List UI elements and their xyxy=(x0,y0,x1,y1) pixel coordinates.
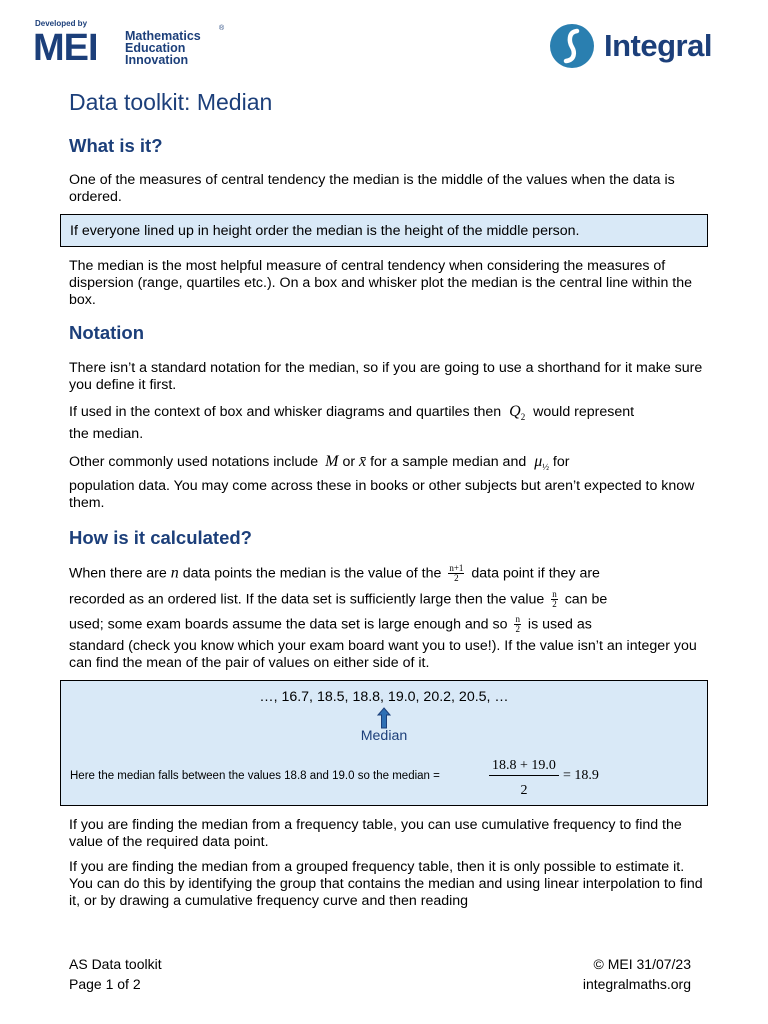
x-bar-symbol: x̄ xyxy=(359,453,367,470)
notation-p3-text-c: for xyxy=(552,454,570,470)
calc-l2-text-a: recorded as an ordered list. If the data set is sufficiently large then the value xyxy=(69,591,545,608)
fraction-numerator: n xyxy=(552,589,557,599)
mei-line-1: Mathematics xyxy=(125,29,201,43)
mei-logo-text xyxy=(125,30,201,66)
q2-subscript: 2 xyxy=(520,411,526,422)
integral-wordmark: Integral xyxy=(604,28,712,63)
notation-paragraph-3-line-1 xyxy=(69,453,569,472)
mei-logo: MEI xyxy=(33,27,98,69)
q2-symbol: Q xyxy=(509,403,521,420)
calc-l3-text-a: used; some exam boards assume the data set is large enough and so xyxy=(69,616,508,633)
fraction-denominator: 2 xyxy=(515,624,520,634)
footer-page-number: Page 1 of 2 xyxy=(69,976,141,992)
notation-p3-text-d: population data. You may come across these in books or other subjects but aren’t expected to know them. xyxy=(69,478,695,511)
mei-line-2: Education xyxy=(125,41,186,55)
fraction-numerator: n+1 xyxy=(449,563,464,573)
median-fraction-denominator: 2 xyxy=(520,783,528,798)
after-paragraph-1: If you are finding the median from a frequency table, you can use cumulative frequency to find the value of the required data point. xyxy=(69,817,682,850)
integral-logo-icon xyxy=(548,22,596,70)
mu-symbol: μ xyxy=(534,453,543,470)
notation-p3-or: or xyxy=(342,454,356,470)
what-paragraph-2: The median is the most helpful measure of central tendency when considering the measures of dispersion (range, quartiles etc.). On a box and whisker plot the median is the central line within the box. xyxy=(69,258,693,308)
heading-notation: Notation xyxy=(69,322,145,343)
data-sequence: …, 16.7, 18.5, 18.8, 19.0, 20.2, 20.5, … xyxy=(259,689,509,705)
median-result: = 18.9 xyxy=(563,768,599,783)
n-symbol: n xyxy=(170,564,179,582)
heading-how-calculated: How is it calculated? xyxy=(69,527,252,548)
notation-p2-text-c: the median. xyxy=(69,426,144,442)
mei-line-3: Innovation xyxy=(125,53,189,67)
notation-p2-text-b: would represent xyxy=(533,404,635,420)
calc-line-4: standard (check you know which your exam board want you to use!). If the value isn’t an integer you can find the mean of the pair of values on either side of it. xyxy=(69,638,697,671)
fraction-denominator: 2 xyxy=(454,573,459,583)
calc-line-1 xyxy=(69,564,600,583)
calc-l1-text-b: data points the median is the value of the xyxy=(182,565,442,582)
notation-p2-text-a: If used in the context of box and whisker diagrams and quartiles then xyxy=(69,404,502,420)
median-fraction-numerator: 18.8 + 19.0 xyxy=(489,758,559,776)
up-arrow-icon xyxy=(377,707,391,729)
mei-developed-by: Developed by xyxy=(35,19,88,28)
calc-l3-text-b: is used as xyxy=(527,616,592,633)
calc-l1-text-a: When there are xyxy=(69,565,167,582)
median-explanation: Here the median falls between the values 18.8 and 19.0 so the median = xyxy=(70,770,440,782)
footer-copyright: © MEI 31/07/23 xyxy=(593,956,691,972)
mu-subscript: ½ xyxy=(542,461,549,472)
notation-p3-text-a: Other commonly used notations include xyxy=(69,454,319,470)
n-plus-1-over-2-fraction xyxy=(448,564,464,583)
n-over-2-fraction xyxy=(514,615,521,634)
integral-logo xyxy=(548,22,712,70)
notation-paragraph-1: There isn’t a standard notation for the median, so if you are going to use a shorthand for it make sure you define it first. xyxy=(69,360,703,393)
registered-mark: ® xyxy=(219,25,225,32)
m-symbol: M xyxy=(325,453,339,470)
what-paragraph-1: One of the measures of central tendency the median is the middle of the values when the data is ordered. xyxy=(69,172,675,205)
notation-paragraph-2-line-1 xyxy=(69,403,634,422)
heading-what-is-it: What is it? xyxy=(69,135,163,156)
footer-doc-name: AS Data toolkit xyxy=(69,956,162,972)
median-example-box xyxy=(60,680,708,806)
n-over-2-fraction xyxy=(551,590,558,609)
calc-line-2 xyxy=(69,590,607,609)
footer-website: integralmaths.org xyxy=(582,976,691,992)
median-label: Median xyxy=(360,728,408,744)
calc-l1-text-c: data point if they are xyxy=(471,565,600,582)
page-title: Data toolkit: Median xyxy=(69,89,273,115)
after-paragraph-2: If you are finding the median from a grouped frequency table, then it is only possible to estimate it. You can do this by identifying the group that contains the median and using linear interpolation to find it, or by drawing a cumulative frequency curve and then reading xyxy=(69,859,703,909)
notation-p3-text-b: for a sample median and xyxy=(370,454,527,470)
calc-line-3 xyxy=(69,615,592,634)
fraction-numerator: n xyxy=(515,614,520,624)
median-fraction xyxy=(489,758,559,799)
definition-callout-text: If everyone lined up in height order the median is the height of the middle person. xyxy=(70,223,580,239)
definition-callout xyxy=(60,214,708,247)
fraction-denominator: 2 xyxy=(552,599,557,609)
calc-l2-text-b: can be xyxy=(564,591,608,608)
